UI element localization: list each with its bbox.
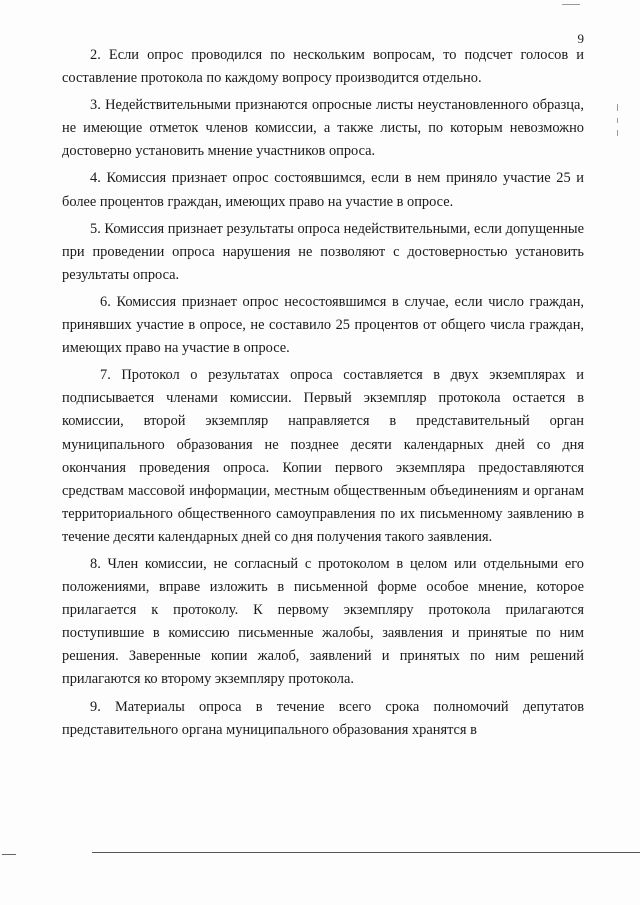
scan-artifact-side	[617, 118, 618, 123]
scan-artifact-top	[562, 4, 580, 5]
scan-artifact-side	[617, 104, 618, 111]
paragraph-3: 3. Недействительными признаются опросные листы неустановленного образца, не имеющие отметок членов комиссии, а также листы, по которым невозможно достоверно установить мнение участников опроса.	[62, 97, 584, 160]
paragraph-5: 5. Комиссия признает результаты опроса недействительными, если допущенные при проведении опроса нарушения не позволяют с достоверностью установить результаты опроса.	[62, 220, 584, 283]
paragraph-4: 4. Комиссия признает опрос состоявшимся, если в нем приняло участие 25 и более процентов граждан, имеющих право на участие в опросе.	[62, 170, 584, 210]
paragraph-9: 9. Материалы опроса в течение всего срока полномочий депутатов представительного органа муниципального образования хранятся в	[62, 698, 584, 738]
scan-artifact-side	[617, 130, 618, 136]
paragraph-2: 2. Если опрос проводился по нескольким вопросам, то подсчет голосов и составление протокола по каждому вопросу производится отдельно.	[62, 47, 584, 87]
footer-rule	[92, 852, 640, 853]
document-body	[62, 44, 584, 742]
footer-margin-mark	[2, 854, 16, 855]
paragraph-8: 8. Член комиссии, не согласный с протоколом в целом или отдельными его положениями, вправе изложить в письменной форме особое мнение, которое прилагается к протоколу. К первому экземпляру протокола прилагаются поступившие в комиссию письменные жалобы, заявления и принятые по ним решения. Заверенные копии жалоб, заявлений и принятых по ним решений прилагаются ко второму экземпляру протокола.	[62, 555, 584, 688]
page-number: 9	[577, 31, 584, 46]
paragraph-6: 6. Комиссия признает опрос несостоявшимся в случае, если число граждан, принявших участие в опросе, не составило 25 процентов от общего числа граждан, имеющих право на участие в опросе.	[62, 293, 584, 357]
paragraph-7: 7. Протокол о результатах опроса составляется в двух экземплярах и подписывается членами комиссии. Первый экземпляр протокола остается в комиссии, второй экземпляр направляется в представительный орган муниципального образования не позднее десяти календарных дней со дня окончания проведения опроса. Копии первого экземпляра предоставляются средствам массовой информации, местным общественным объединениям и органам территориального общественного самоуправления по их письменному заявлению в течение десяти календарных дней со дня получения такого заявления.	[62, 367, 584, 545]
